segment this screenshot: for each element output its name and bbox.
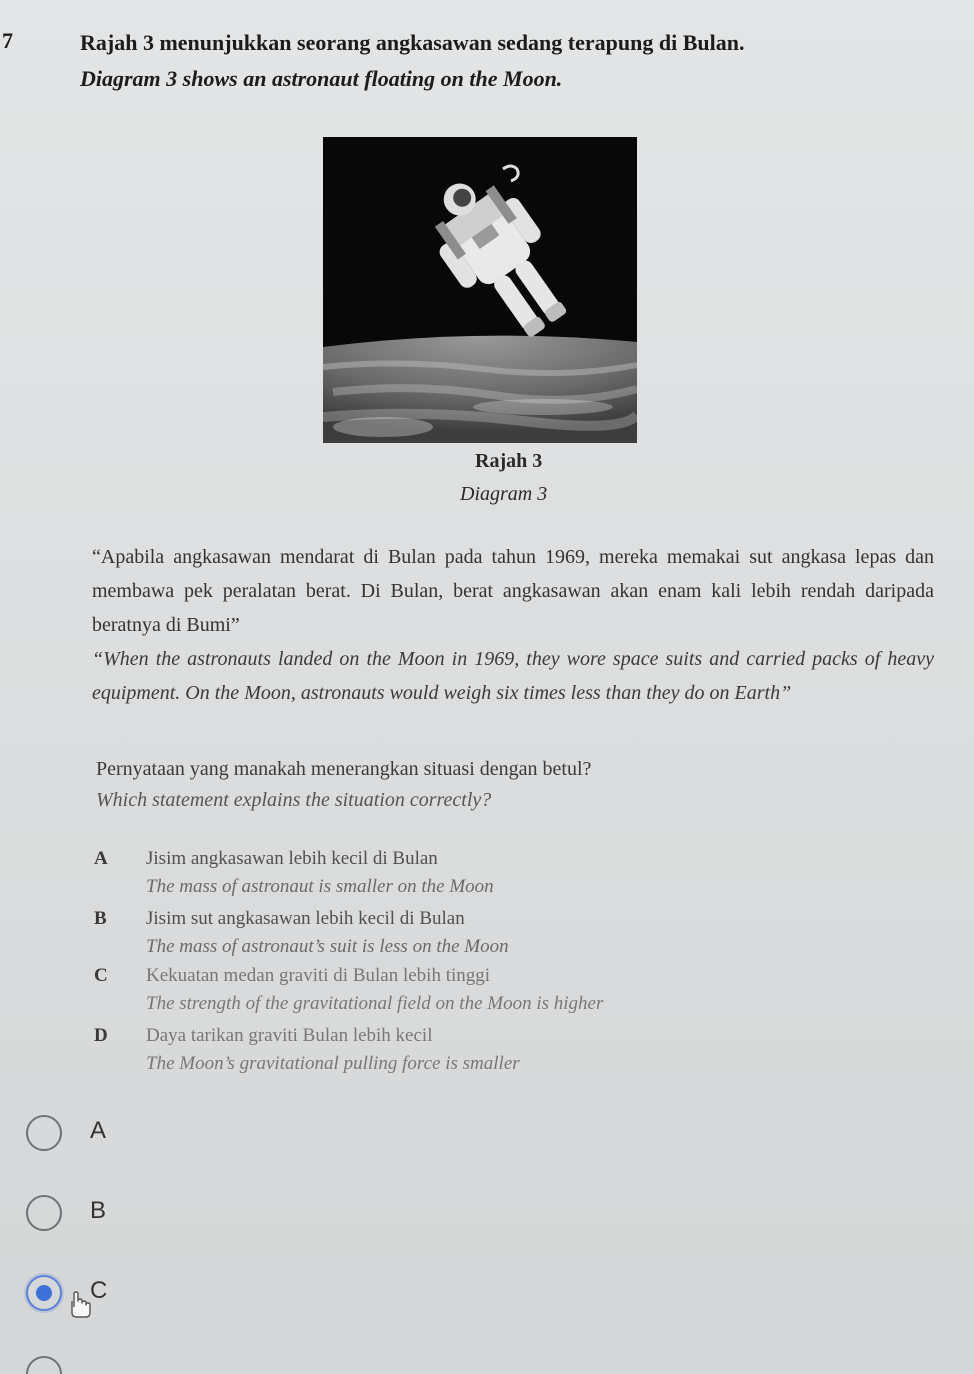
astronaut-image [323,137,637,443]
answer-choice-label: A [90,1117,107,1144]
diagram-caption-malay: Rajah 3 [475,450,543,472]
option-text-english: The mass of astronaut is smaller on the Moon [146,876,494,897]
option-text-english: The Moon’s gravitational pulling force is smaller [146,1053,520,1074]
prompt-malay: Pernyataan yang manakah menerangkan situasi dengan betul? [96,758,592,780]
option-text-english: The strength of the gravitational field on the Moon is higher [146,993,604,1014]
option-text-malay: Jisim sut angkasawan lebih kecil di Bulan [146,908,465,929]
option-letter: C [94,965,108,986]
option-text-english: The mass of astronaut’s suit is less on the Moon [146,936,509,957]
question-text-english: Diagram 3 shows an astronaut floating on the Moon. [80,66,563,91]
radio-button-partial[interactable] [26,1356,62,1374]
radio-button-a[interactable] [26,1115,62,1151]
option-letter: D [94,1025,108,1046]
option-text-malay: Daya tarikan graviti Bulan lebih kecil [146,1025,433,1046]
answer-choice-label: B [90,1197,107,1224]
passage-malay: “Apabila angkasawan mendarat di Bulan pada tahun 1969, mereka memakai sut angkasa lepas dan membawa pek peralatan berat. Di Bulan, berat angkasawan akan enam kali lebih rendah daripada beratnya di Bumi” [92,546,934,636]
answer-choice-partial[interactable] [26,1352,66,1374]
question-number: 7 [2,28,13,53]
diagram-caption-english: Diagram 3 [460,483,548,505]
option-letter: A [94,848,108,869]
answer-choice-a[interactable] [26,1115,226,1159]
answer-choice-c[interactable] [26,1275,226,1319]
prompt-english: Which statement explains the situation correctly? [96,789,492,811]
answer-choice-b[interactable] [26,1195,226,1239]
option-text-malay: Kekuatan medan graviti di Bulan lebih tinggi [146,965,491,986]
radio-button-c[interactable] [26,1275,62,1311]
answer-choice-label: C [90,1277,108,1304]
option-letter: B [94,908,107,929]
hand-cursor-icon [68,1291,94,1319]
astronaut-photo [323,137,637,443]
passage-english: “When the astronauts landed on the Moon in 1969, they wore space suits and carried packs of heavy equipment. On the Moon, astronauts would weigh six times less than they do on Earth” [92,648,934,704]
radio-button-b[interactable] [26,1195,62,1231]
option-text-malay: Jisim angkasawan lebih kecil di Bulan [146,848,438,869]
question-text-malay: Rajah 3 menunjukkan seorang angkasawan sedang terapung di Bulan. [80,30,745,55]
radio-selected-dot [36,1285,52,1301]
